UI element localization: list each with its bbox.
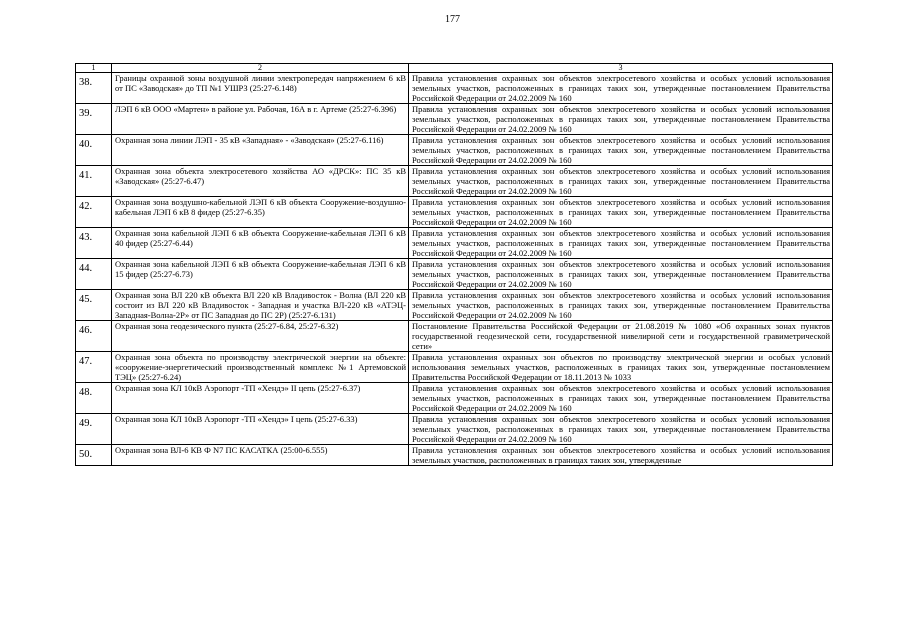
zone-name: Охранная зона КЛ 10кВ Аэропорт -ТП «Хендэ» II цепь (25:27-6.37) bbox=[112, 383, 409, 414]
row-number: 38. bbox=[76, 73, 112, 104]
row-number: 47. bbox=[76, 352, 112, 383]
zones-table bbox=[75, 63, 833, 466]
legal-basis: Правила установления охранных зон объектов электросетевого хозяйства и особых условий использования земельных участков, расположенных в границах таких зон, утвержденные постановлением Правительства Российской Федерации от 24.02.2009 № 160 bbox=[409, 135, 833, 166]
zone-name: Охранная зона объекта электросетевого хозяйства АО «ДРСК»: ПС 35 кВ «Заводская» (25:27-6.47) bbox=[112, 166, 409, 197]
row-number: 43. bbox=[76, 228, 112, 259]
legal-basis: Правила установления охранных зон объектов электросетевого хозяйства и особых условий использования земельных участков, расположенных в границах таких зон, утвержденные постановлением Правительства Российской Федерации от 24.02.2009 № 160 bbox=[409, 290, 833, 321]
table-row bbox=[76, 228, 833, 259]
row-number: 50. bbox=[76, 445, 112, 466]
zone-name: Охранная зона воздушно-кабельной ЛЭП 6 кВ объекта Сооружение-воздушно-кабельная ЛЭП 6 кВ 8 фидер (25:27-6.35) bbox=[112, 197, 409, 228]
row-number: 44. bbox=[76, 259, 112, 290]
zone-name: Границы охранной зоны воздушной линии электропередач напряжением 6 кВ от ПС «Заводская» до ТП №1 УШРЗ (25:27-6.148) bbox=[112, 73, 409, 104]
legal-basis: Правила установления охранных зон объектов электросетевого хозяйства и особых условий использования земельных участков, расположенных в границах таких зон, утвержденные bbox=[409, 445, 833, 466]
row-number: 46. bbox=[76, 321, 112, 352]
legal-basis: Правила установления охранных зон объектов по производству электрической энергии и особых условий использования земельных участков, расположенных в границах таких зон, утвержденные постановлением Правительства Российской Федерации от 18.11.2013 № 1033 bbox=[409, 352, 833, 383]
legal-basis: Правила установления охранных зон объектов электросетевого хозяйства и особых условий использования земельных участков, расположенных в границах таких зон, утвержденные постановлением Правительства Российской Федерации от 24.02.2009 № 160 bbox=[409, 383, 833, 414]
column-header: 3 bbox=[409, 64, 833, 73]
table-header-row bbox=[76, 64, 833, 73]
table-row bbox=[76, 290, 833, 321]
zone-name: Охранная зона кабельной ЛЭП 6 кВ объекта Сооружение-кабельная ЛЭП 6 кВ 15 фидер (25:27-6.73) bbox=[112, 259, 409, 290]
zone-name: ЛЭП 6 кВ ООО «Мартен» в районе ул. Рабочая, 16А в г. Артеме (25:27-6.396) bbox=[112, 104, 409, 135]
legal-basis: Правила установления охранных зон объектов электросетевого хозяйства и особых условий использования земельных участков, расположенных в границах таких зон, утвержденные постановлением Правительства Российской Федерации от 24.02.2009 № 160 bbox=[409, 414, 833, 445]
table-row bbox=[76, 259, 833, 290]
zone-name: Охранная зона ВЛ 220 кВ объекта ВЛ 220 кВ Владивосток - Волна (ВЛ 220 кВ состоит из ВЛ 220 кВ Владивосток - Западная и участка ВЛ-220 кВ «АТЭЦ-Западная-Волна-2Р» от ПС Западная до ПС 2Р) (25:27-6.131) bbox=[112, 290, 409, 321]
column-header: 2 bbox=[112, 64, 409, 73]
zone-name: Охранная зона линии ЛЭП - 35 кВ «Западная» - «Заводская» (25:27-6.116) bbox=[112, 135, 409, 166]
table-row bbox=[76, 352, 833, 383]
table-row bbox=[76, 104, 833, 135]
column-header: 1 bbox=[76, 64, 112, 73]
row-number: 39. bbox=[76, 104, 112, 135]
zone-name: Охранная зона КЛ 10кВ Аэропорт -ТП «Хендэ» I цепь (25:27-6.33) bbox=[112, 414, 409, 445]
zone-name: Охранная зона геодезического пункта (25:27-6.84, 25:27-6.32) bbox=[112, 321, 409, 352]
page-number: 177 bbox=[445, 14, 460, 25]
table-row bbox=[76, 414, 833, 445]
table-row bbox=[76, 321, 833, 352]
zone-name: Охранная зона объекта по производству электрической энергии на объекте: «сооружение-энергетический производственный комплекс №1 Артемовской ТЭЦ» (25:27-6.24) bbox=[112, 352, 409, 383]
legal-basis: Правила установления охранных зон объектов электросетевого хозяйства и особых условий использования земельных участков, расположенных в границах таких зон, утвержденные постановлением Правительства Российской Федерации от 24.02.2009 № 160 bbox=[409, 197, 833, 228]
row-number: 49. bbox=[76, 414, 112, 445]
legal-basis: Постановление Правительства Российской Федерации от 21.08.2019 № 1080 «Об охранных зонах пунктов государственной геодезической сети, государственной нивелирной сети и государственной гравиметрической сети» bbox=[409, 321, 833, 352]
row-number: 42. bbox=[76, 197, 112, 228]
table-row bbox=[76, 73, 833, 104]
row-number: 40. bbox=[76, 135, 112, 166]
legal-basis: Правила установления охранных зон объектов электросетевого хозяйства и особых условий использования земельных участков, расположенных в границах таких зон, утвержденные постановлением Правительства Российской Федерации от 24.02.2009 № 160 bbox=[409, 166, 833, 197]
legal-basis: Правила установления охранных зон объектов электросетевого хозяйства и особых условий использования земельных участков, расположенных в границах таких зон, утвержденные постановлением Правительства Российской Федерации от 24.02.2009 № 160 bbox=[409, 228, 833, 259]
table-row bbox=[76, 135, 833, 166]
table-row bbox=[76, 197, 833, 228]
row-number: 48. bbox=[76, 383, 112, 414]
legal-basis: Правила установления охранных зон объектов электросетевого хозяйства и особых условий использования земельных участков, расположенных в границах таких зон, утвержденные постановлением Правительства Российской Федерации от 24.02.2009 № 160 bbox=[409, 73, 833, 104]
row-number: 45. bbox=[76, 290, 112, 321]
table-row bbox=[76, 445, 833, 466]
table-row bbox=[76, 383, 833, 414]
legal-basis: Правила установления охранных зон объектов электросетевого хозяйства и особых условий использования земельных участков, расположенных в границах таких зон, утвержденные постановлением Правительства Российской Федерации от 24.02.2009 № 160 bbox=[409, 259, 833, 290]
row-number: 41. bbox=[76, 166, 112, 197]
zone-name: Охранная зона кабельной ЛЭП 6 кВ объекта Сооружение-кабельная ЛЭП 6 кВ 40 фидер (25:27-6.44) bbox=[112, 228, 409, 259]
legal-basis: Правила установления охранных зон объектов электросетевого хозяйства и особых условий использования земельных участков, расположенных в границах таких зон, утвержденные постановлением Правительства Российской Федерации от 24.02.2009 № 160 bbox=[409, 104, 833, 135]
table-row bbox=[76, 166, 833, 197]
zone-name: Охранная зона ВЛ-6 КВ Ф N7 ПС КАСАТКА (25:00-6.555) bbox=[112, 445, 409, 466]
